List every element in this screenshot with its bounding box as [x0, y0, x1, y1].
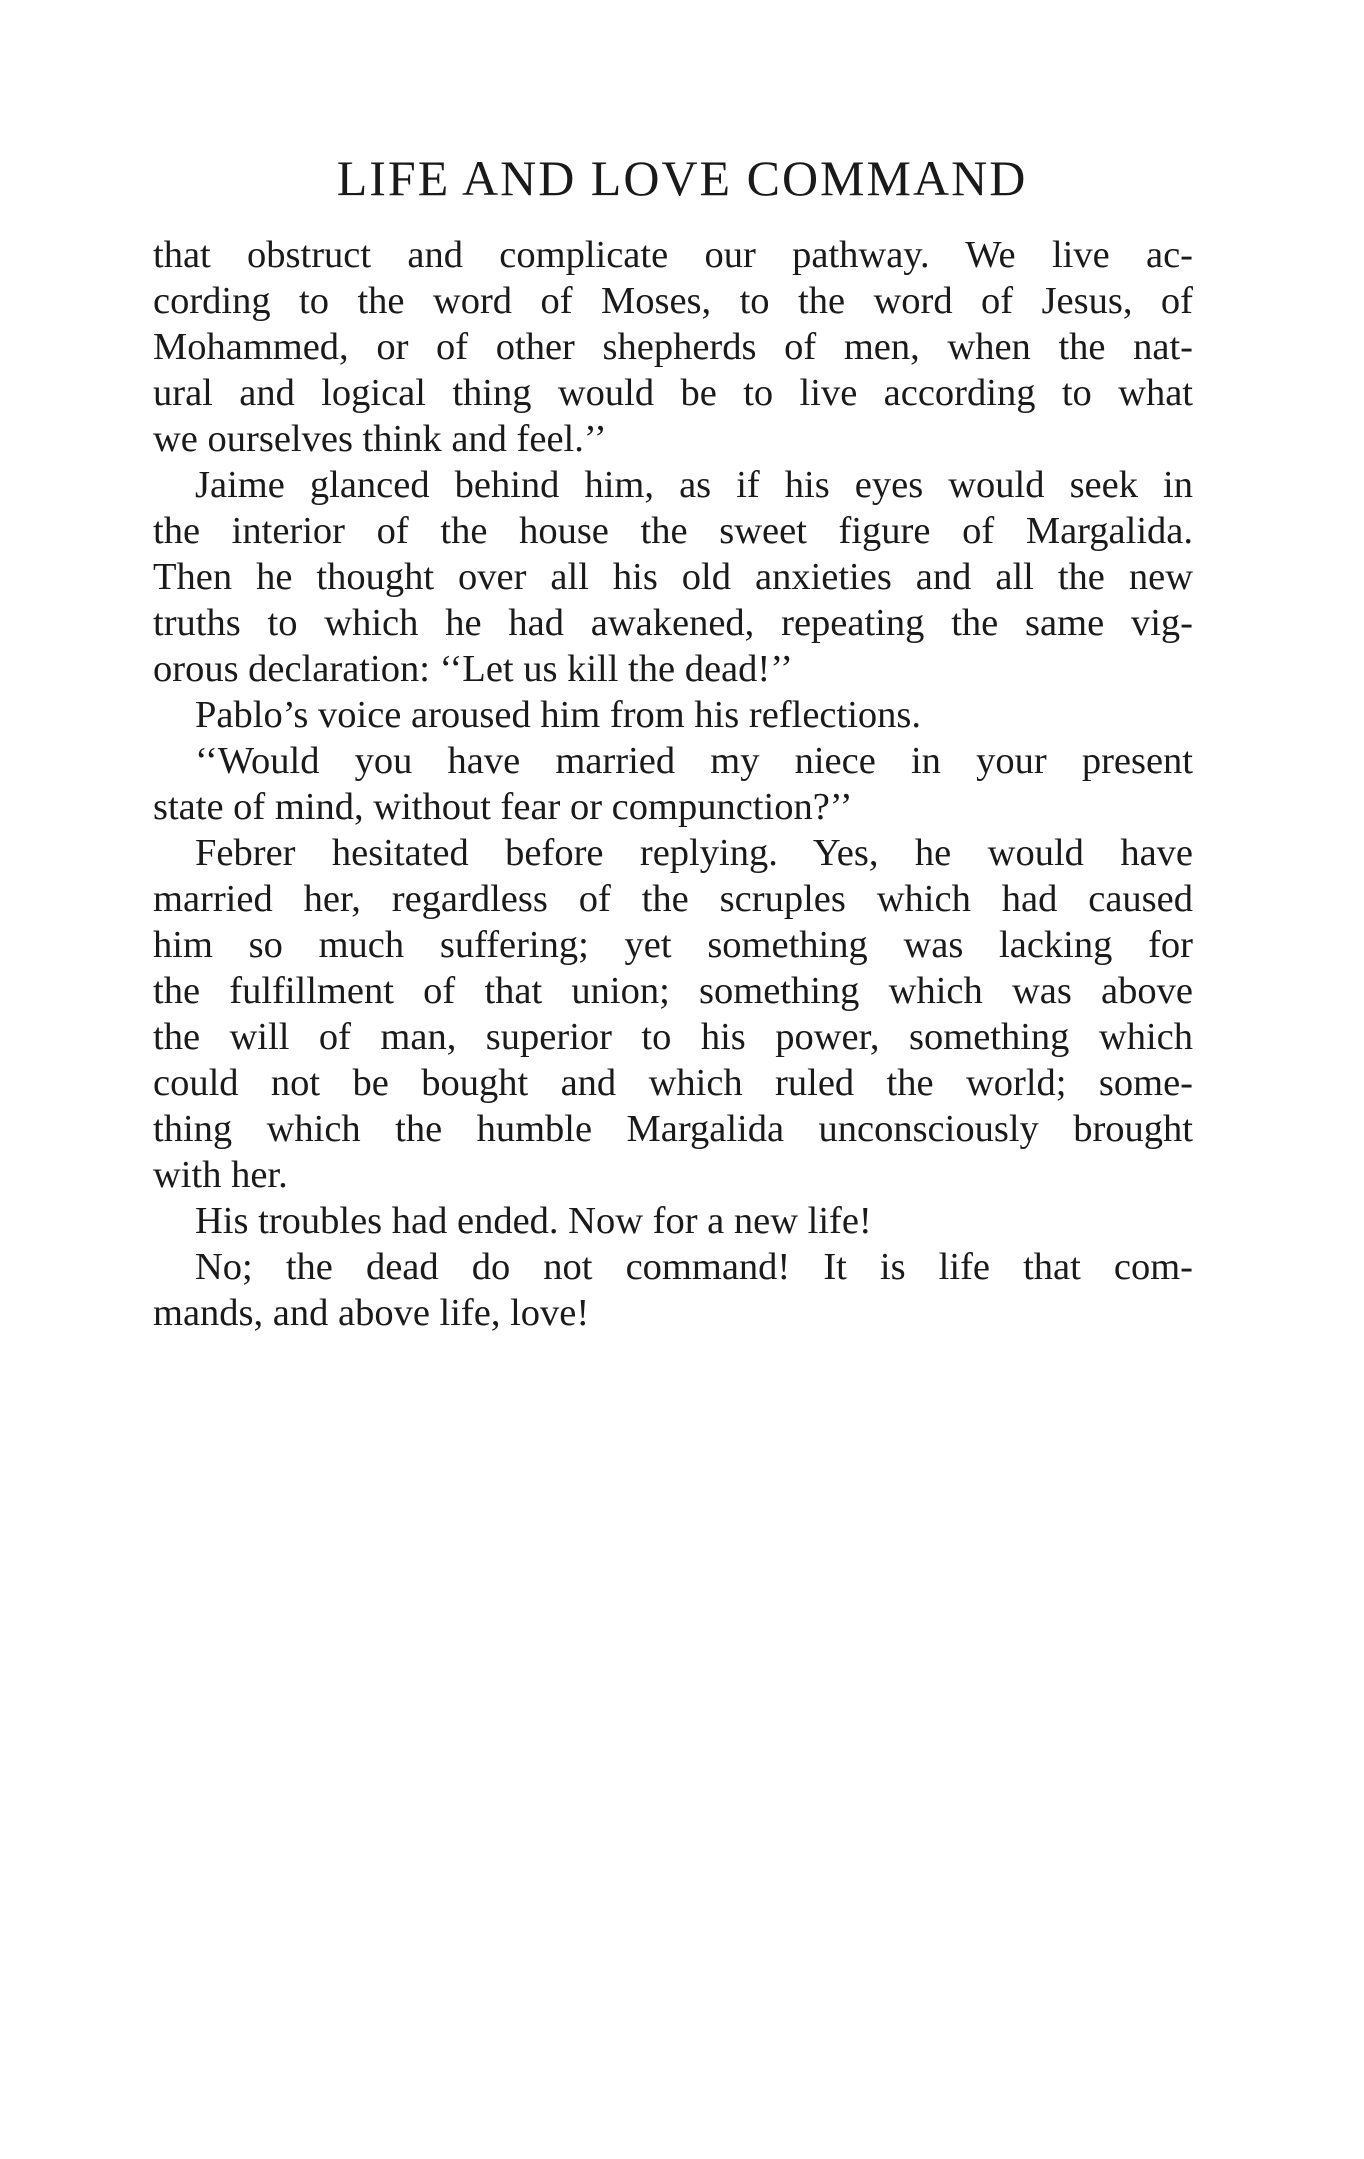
text-line: state of mind, without fear or compunction?’’ — [153, 786, 853, 828]
text-line: we ourselves think and feel.’’ — [153, 418, 607, 460]
text-line: orous declaration: ‘‘Let us kill the dead!’’ — [153, 648, 793, 690]
text-line: married her, regardless of the scruples which had caused — [153, 878, 1193, 920]
text-line: with her. — [153, 1154, 288, 1196]
text-line: Then he thought over all his old anxieties and all the new — [153, 556, 1193, 598]
text-line: ‘‘Would you have married my niece in your present — [195, 740, 1193, 782]
text-line: thing which the humble Margalida unconsciously brought — [153, 1108, 1193, 1150]
text-line: ural and logical thing would be to live according to what — [153, 372, 1193, 414]
text-line: Pablo’s voice aroused him from his reflections. — [195, 694, 921, 736]
text-line: could not be bought and which ruled the world; some- — [153, 1062, 1193, 1104]
text-line: His troubles had ended. Now for a new life! — [195, 1200, 872, 1242]
text-line: No; the dead do not command! It is life that com- — [195, 1246, 1193, 1288]
text-line: Febrer hesitated before replying. Yes, he would have — [195, 832, 1193, 874]
text-line: Mohammed, or of other shepherds of men, when the nat- — [153, 326, 1193, 368]
text-line: Jaime glanced behind him, as if his eyes would seek in — [195, 464, 1193, 506]
body-text — [153, 232, 1193, 1336]
text-line: the will of man, superior to his power, something which — [153, 1016, 1193, 1058]
text-line: the interior of the house the sweet figure of Margalida. — [153, 510, 1193, 552]
text-line: him so much suffering; yet something was lacking for — [153, 924, 1193, 966]
text-line: that obstruct and complicate our pathway. We live ac- — [153, 234, 1193, 276]
text-line: cording to the word of Moses, to the word of Jesus, of — [153, 280, 1193, 322]
text-line: the fulfillment of that union; something which was above — [153, 970, 1193, 1012]
text-line: truths to which he had awakened, repeating the same vig- — [153, 602, 1193, 644]
running-head: LIFE AND LOVE COMMAND — [336, 150, 1028, 206]
text-line: mands, and above life, love! — [153, 1292, 590, 1334]
